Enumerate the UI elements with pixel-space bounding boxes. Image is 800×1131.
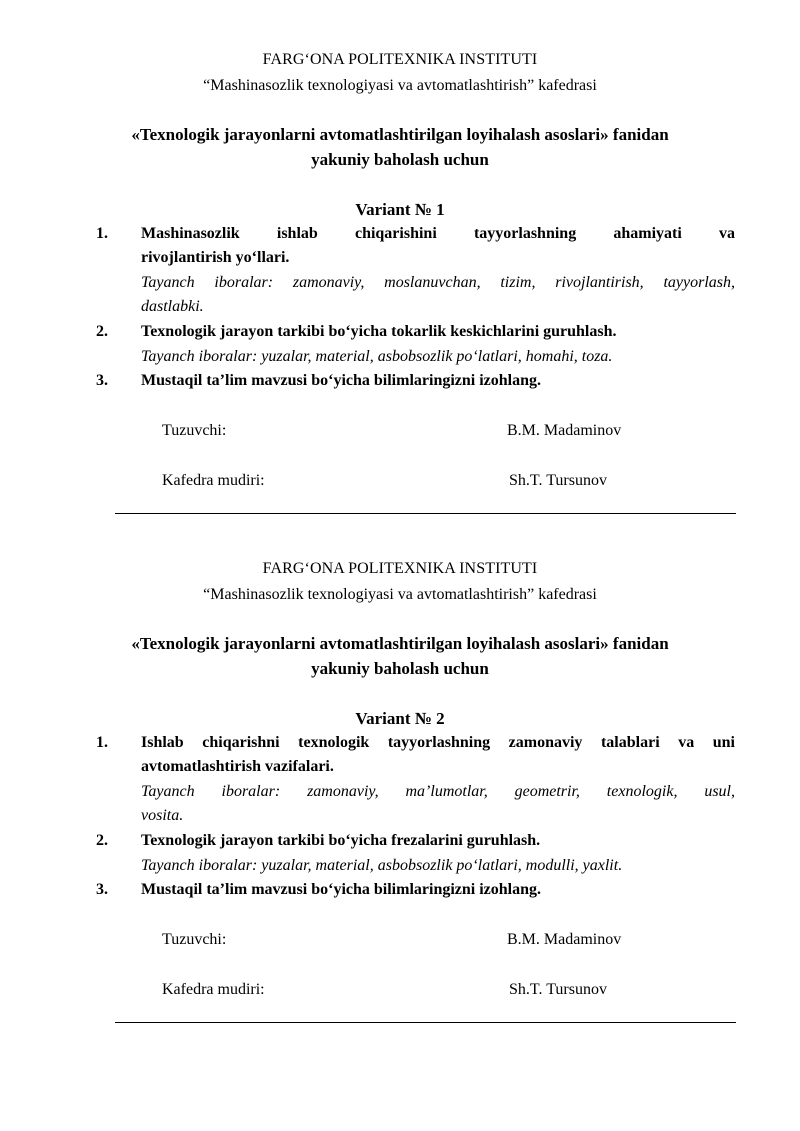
question-text-line-1: Mustaqil ta’lim mavzusi bo‘yicha bilimlaringizni izohlang. xyxy=(141,372,542,389)
question-text-line-2: avtomatlashtirish vazifalari. xyxy=(141,758,334,775)
question-text-line-1: Ishlab chiqarishni texnologik tayyorlashning zamonaviy talablari va uni xyxy=(141,734,735,751)
question-number: 2. xyxy=(96,832,108,849)
head-of-department-label: Kafedra mudiri: xyxy=(162,472,265,489)
subject-title-line-2: yakuniy baholash uchun xyxy=(311,659,489,678)
keywords-line-1: Tayanch iboralar: yuzalar, material, asbobsozlik po‘latlari, modulli, yaxlit. xyxy=(141,857,623,874)
keywords-line-1: Tayanch iboralar: yuzalar, material, asbobsozlik po‘latlari, homahi, toza. xyxy=(141,348,613,365)
institute-name: FARG‘ONA POLITEXNIKA INSTITUTI xyxy=(262,51,538,68)
question-text-line-1: Mashinasozlik ishlab chiqarishini tayyorlashning ahamiyati va xyxy=(141,225,735,242)
question-text-line-1: Mustaqil ta’lim mavzusi bo‘yicha bilimlaringizni izohlang. xyxy=(141,881,542,898)
head-of-department-label: Kafedra mudiri: xyxy=(162,981,265,998)
question-text-line-2: rivojlantirish yo‘llari. xyxy=(141,249,290,266)
keywords-line-2: vosita. xyxy=(141,807,184,824)
question-number: 2. xyxy=(96,323,108,340)
institute-name: FARG‘ONA POLITEXNIKA INSTITUTI xyxy=(262,560,538,577)
compiler-label: Tuzuvchi: xyxy=(162,422,227,439)
cut-line-divider xyxy=(115,513,736,514)
keywords-line-1: Tayanch iboralar: zamonaviy, ma’lumotlar, geometrir, texnologik, usul, xyxy=(141,783,735,800)
compiler-label: Tuzuvchi: xyxy=(162,931,227,948)
question-number: 3. xyxy=(96,881,108,898)
question-text-line-1: Texnologik jarayon tarkibi bo‘yicha tokarlik keskichlarini guruhlash. xyxy=(141,323,617,340)
variant-title: Variant № 2 xyxy=(355,709,445,728)
head-of-department-name: Sh.T. Tursunov xyxy=(509,472,607,489)
question-number: 3. xyxy=(96,372,108,389)
compiler-name: B.M. Madaminov xyxy=(507,931,622,948)
question-number: 1. xyxy=(96,225,108,242)
department-name: “Mashinasozlik texnologiyasi va avtomatlashtirish” kafedrasi xyxy=(203,586,597,603)
question-text-line-1: Texnologik jarayon tarkibi bo‘yicha frezalarini guruhlash. xyxy=(141,832,541,849)
department-name: “Mashinasozlik texnologiyasi va avtomatlashtirish” kafedrasi xyxy=(203,77,597,94)
head-of-department-name: Sh.T. Tursunov xyxy=(509,981,607,998)
keywords-line-2: dastlabki. xyxy=(141,298,204,315)
question-number: 1. xyxy=(96,734,108,751)
subject-title-line-1: «Texnologik jarayonlarni avtomatlashtirilgan loyihalash asoslari» fanidan xyxy=(131,125,669,144)
compiler-name: B.M. Madaminov xyxy=(507,422,622,439)
subject-title-line-2: yakuniy baholash uchun xyxy=(311,150,489,169)
keywords-line-1: Tayanch iboralar: zamonaviy, moslanuvchan, tizim, rivojlantirish, tayyorlash, xyxy=(141,274,735,291)
cut-line-divider xyxy=(115,1022,736,1023)
subject-title-line-1: «Texnologik jarayonlarni avtomatlashtirilgan loyihalash asoslari» fanidan xyxy=(131,634,669,653)
variant-title: Variant № 1 xyxy=(355,200,445,219)
